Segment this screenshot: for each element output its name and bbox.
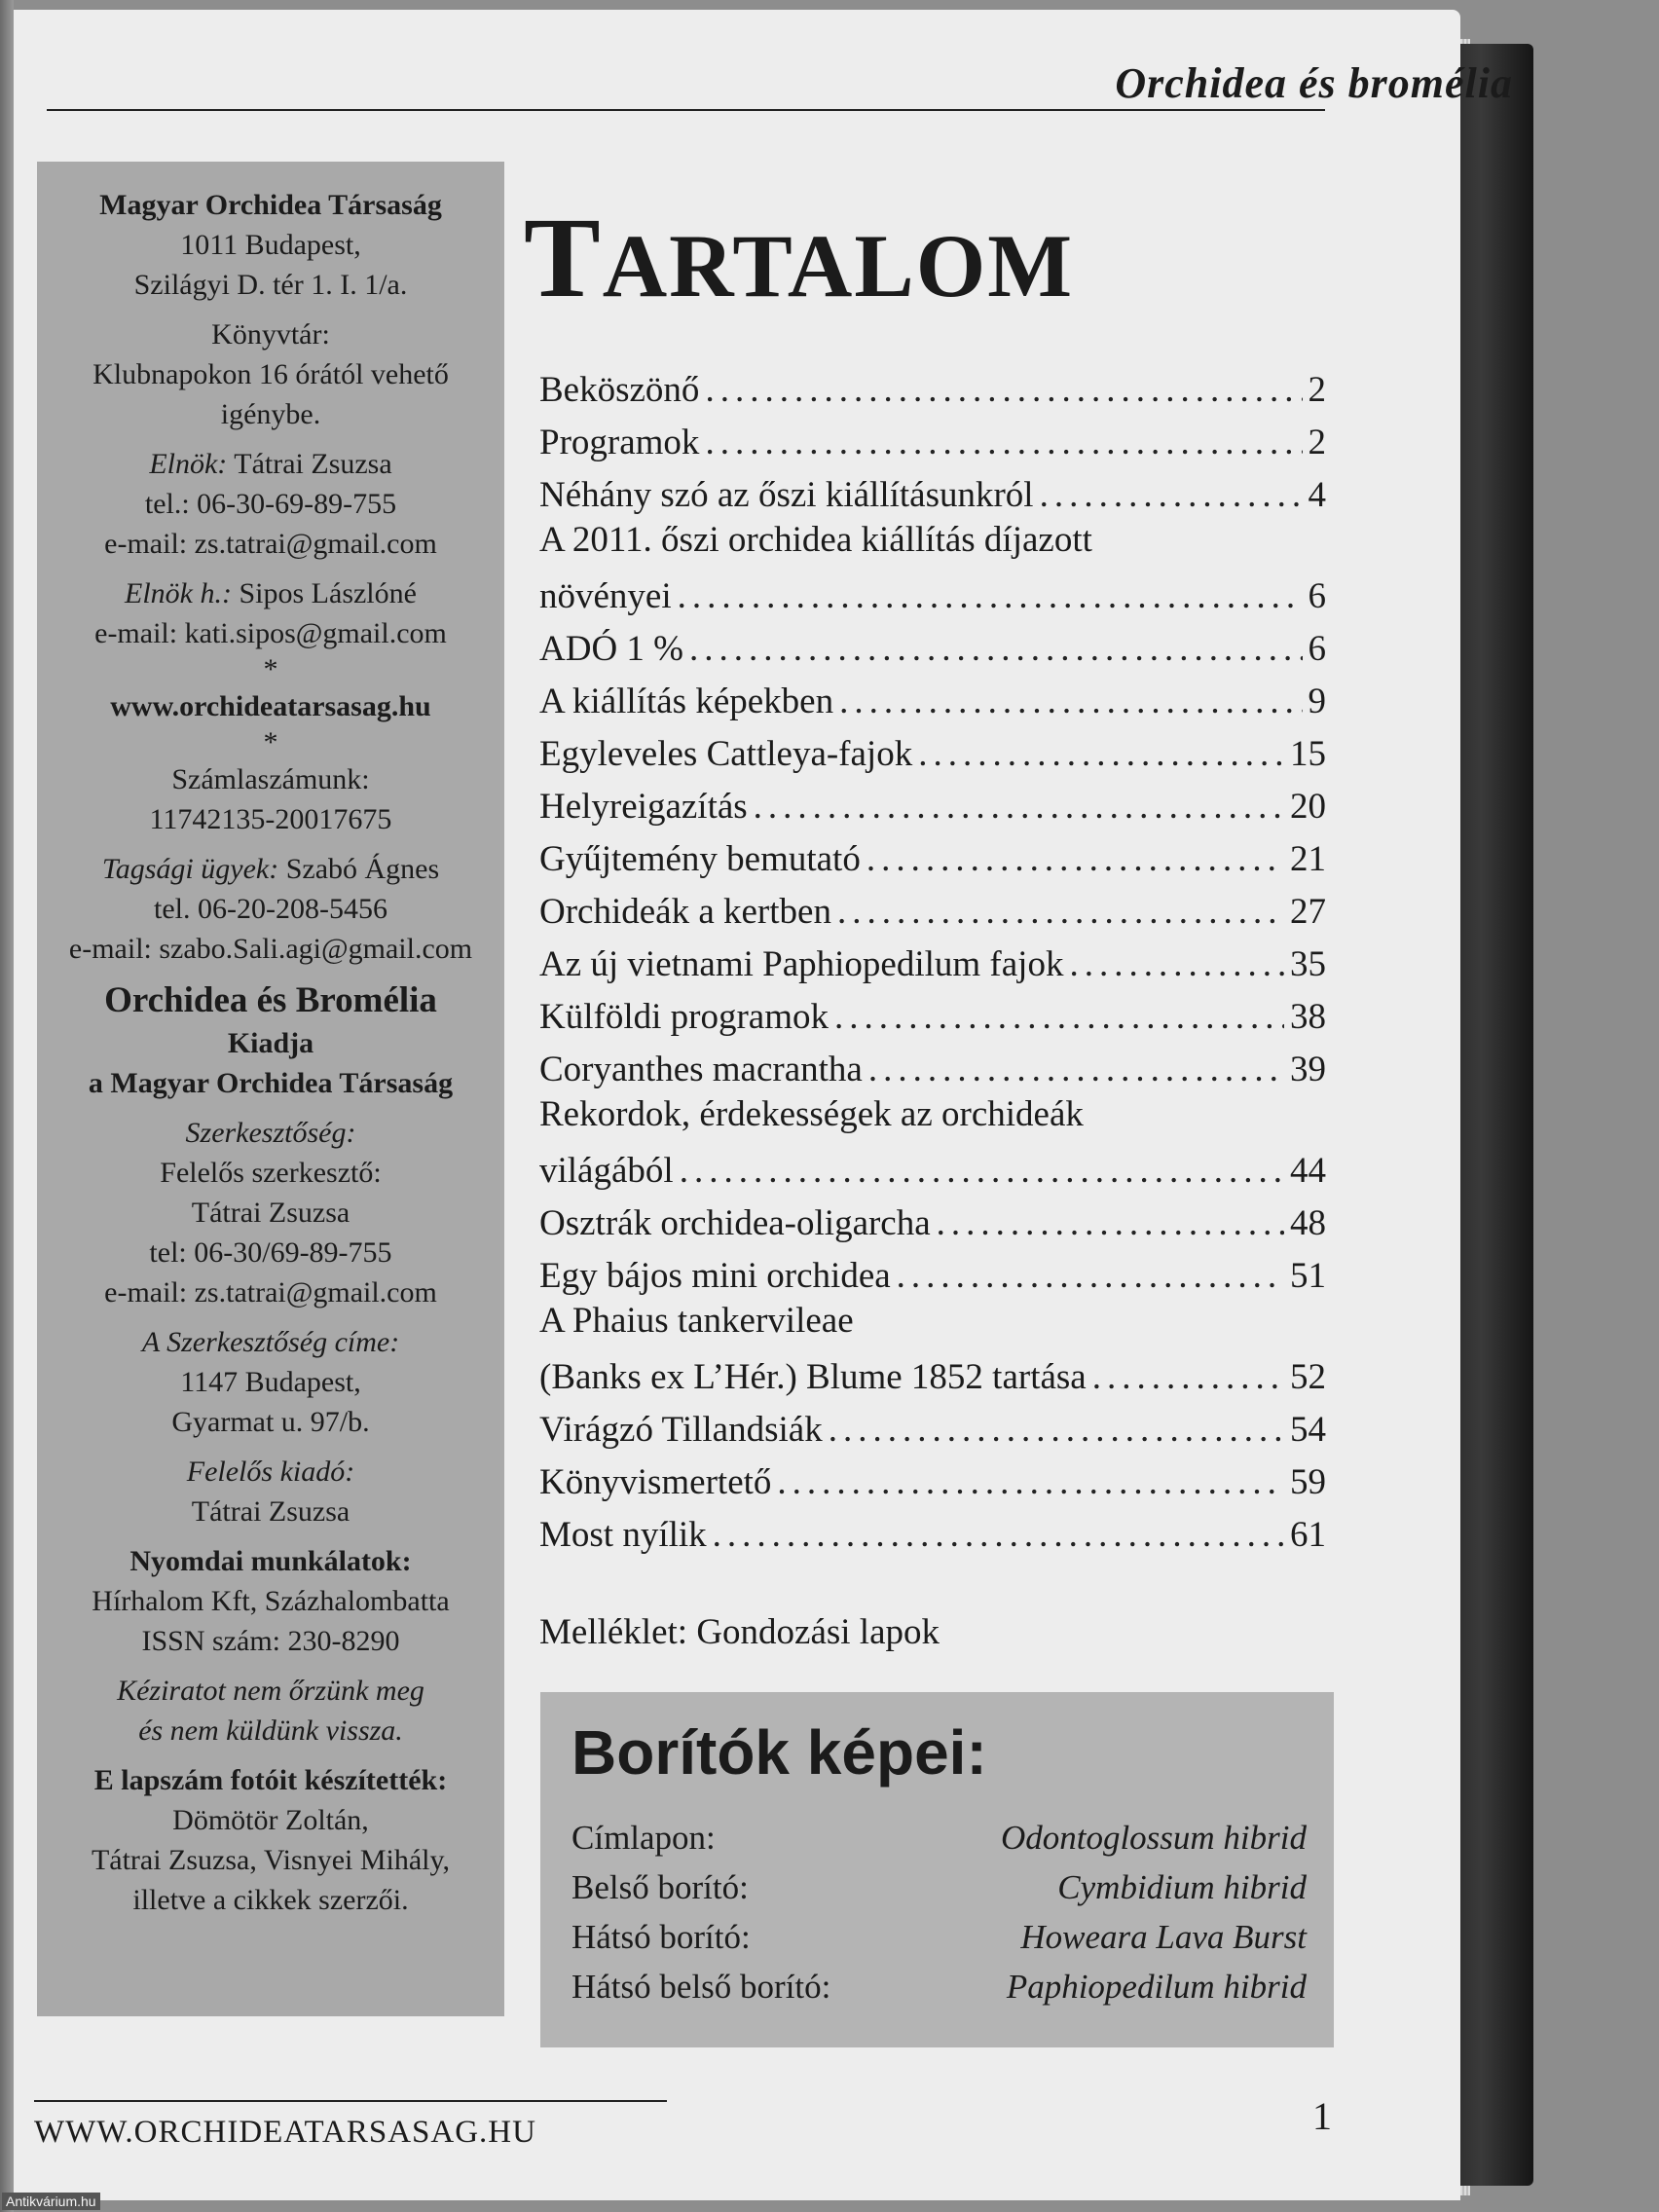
toc-leader-dots	[839, 680, 1302, 724]
vice-president-block	[37, 573, 504, 653]
toc-leader-dots	[678, 574, 1303, 619]
toc-entry	[539, 724, 1326, 777]
toc-entry	[539, 1453, 1326, 1505]
title-rest: ARTALOM	[602, 216, 1075, 315]
cover-images-list	[571, 1813, 1307, 2011]
issn: ISSN szám: 230-8290	[141, 1625, 400, 1657]
separator-star: *	[263, 653, 278, 685]
toc-entry-page: 27	[1290, 892, 1326, 932]
library-block	[37, 314, 504, 434]
toc-entry-page: 21	[1290, 839, 1326, 879]
toc-entry	[539, 1194, 1326, 1246]
cover-species: Howeara Lava Burst	[1020, 1918, 1307, 1956]
toc-entry-title: Könyvismertető	[539, 1462, 772, 1502]
page-number: 1	[1312, 2094, 1332, 2138]
toc-entry-page: 51	[1290, 1256, 1326, 1296]
vice-email: e-mail: kati.sipos@gmail.com	[94, 617, 447, 649]
toc-entry-title: világából	[539, 1151, 674, 1191]
editorial-address-line2: Gyarmat u. 97/b.	[171, 1406, 370, 1438]
cover-images-box	[540, 1692, 1334, 2047]
toc-leader-dots	[937, 1201, 1284, 1246]
cover-position: Hátsó belső borító:	[571, 1968, 831, 2006]
notice-block	[37, 1671, 504, 1751]
toc-entry-title: Beköszönő	[539, 370, 700, 410]
photos-line3: illetve a cikkek szerzői.	[132, 1884, 409, 1916]
toc-entry-page: 4	[1308, 475, 1326, 515]
toc-leader-dots	[829, 1408, 1284, 1453]
toc-entry	[539, 1299, 1326, 1400]
chief-editor-name: Tátrai Zsuzsa	[191, 1197, 350, 1229]
editorial-address-block	[37, 1322, 504, 1442]
membership-role: Tagsági ügyek:	[101, 853, 279, 885]
toc-entry-page: 38	[1290, 997, 1326, 1037]
toc-entry	[539, 360, 1326, 413]
toc-entry-title: Orchideák a kertben	[539, 892, 831, 932]
running-head: Orchidea és bromélia	[1115, 59, 1513, 107]
toc-leader-dots	[713, 1513, 1284, 1558]
toc-entry-title: Egyleveles Cattleya-fajok	[539, 734, 913, 774]
toc-entry-page: 52	[1290, 1357, 1326, 1397]
footer-rule	[34, 2100, 667, 2102]
toc-leader-dots	[918, 732, 1284, 777]
cover-species: Odontoglossum hibrid	[1000, 1819, 1307, 1857]
table-of-contents	[539, 360, 1326, 1558]
cover-species: Paphiopedilum hibrid	[1006, 1968, 1307, 2006]
toc-entry-title: Külföldi programok	[539, 997, 829, 1037]
society-address-line2: Szilágyi D. tér 1. I. 1/a.	[133, 269, 408, 301]
watermark: Antikvárium.hu	[2, 2193, 100, 2210]
contents-title	[524, 194, 1075, 324]
notice-line2: és nem küldünk vissza.	[138, 1714, 403, 1747]
page-gutter-shadow	[0, 0, 14, 2212]
separator-star: *	[263, 726, 278, 758]
account-block	[37, 759, 504, 839]
toc-entry-page: 59	[1290, 1462, 1326, 1502]
president-tel: tel.: 06-30-69-89-755	[144, 488, 397, 520]
toc-entry-page: 6	[1308, 629, 1326, 669]
toc-leader-dots	[834, 995, 1284, 1040]
toc-leader-dots	[705, 421, 1302, 465]
editorial-block	[37, 1113, 504, 1312]
toc-entry	[539, 619, 1326, 672]
toc-entry-title: Az új vietnami Paphiopedilum fajok	[539, 944, 1064, 984]
toc-entry-title-line1: A 2011. őszi orchidea kiállítás díjazott	[539, 520, 1092, 560]
toc-entry	[539, 1246, 1326, 1299]
toc-entry	[539, 882, 1326, 935]
printing-label: Nyomdai munkálatok:	[129, 1545, 412, 1577]
cover-image-row	[571, 1962, 1307, 2011]
account-label: Számlaszámunk:	[171, 763, 370, 795]
toc-leader-dots	[1069, 942, 1284, 987]
editorial-address-line1: 1147 Budapest,	[180, 1366, 361, 1398]
toc-entry-title: Néhány szó az őszi kiállításunkról	[539, 475, 1034, 515]
toc-entry-page: 44	[1290, 1151, 1326, 1191]
toc-entry	[539, 987, 1326, 1040]
imprint-sidebar	[37, 162, 504, 2016]
vice-name: Sipos Lászlóné	[239, 577, 417, 609]
toc-leader-dots	[689, 627, 1303, 672]
president-block	[37, 444, 504, 564]
publisher-resp-label: Felelős kiadó:	[186, 1456, 355, 1488]
library-line1: Klubnapokon 16 órától vehető	[92, 358, 449, 390]
president-name: Tátrai Zsuzsa	[234, 448, 392, 480]
toc-entry-title: Virágzó Tillandsiák	[539, 1410, 823, 1450]
society-block	[37, 185, 504, 305]
toc-entry-page: 54	[1290, 1410, 1326, 1450]
society-address-line1: 1011 Budapest,	[180, 229, 361, 261]
library-line2: igénybe.	[220, 398, 321, 430]
toc-entry-title: ADÓ 1 %	[539, 629, 683, 669]
membership-tel: tel. 06-20-208-5456	[154, 893, 387, 925]
toc-entry-line	[539, 567, 1326, 619]
toc-entry-title: (Banks ex L’Hér.) Blume 1852 tartása	[539, 1357, 1087, 1397]
toc-leader-dots	[837, 890, 1284, 935]
toc-entry-title: Osztrák orchidea-oligarcha	[539, 1203, 931, 1243]
toc-leader-dots	[705, 368, 1302, 413]
cover-species: Cymbidium hibrid	[1057, 1868, 1307, 1906]
toc-entry-title-line1: A Phaius tankervileae	[539, 1301, 854, 1341]
header-rule	[47, 109, 1325, 111]
publisher-name: a Magyar Orchidea Társaság	[88, 1067, 454, 1099]
toc-entry-line	[539, 1347, 1326, 1400]
photos-block	[37, 1760, 504, 1920]
toc-entry-line	[539, 1141, 1326, 1194]
toc-entry	[539, 465, 1326, 518]
toc-entry-title: Egy bájos mini orchidea	[539, 1256, 891, 1296]
journal-block	[37, 978, 504, 1103]
toc-entry-title: Coryanthes macrantha	[539, 1050, 863, 1089]
toc-entry-page: 48	[1290, 1203, 1326, 1243]
vice-role: Elnök h.:	[125, 577, 232, 609]
cover-image-row	[571, 1813, 1307, 1862]
toc-entry-title: Helyreigazítás	[539, 787, 748, 827]
toc-entry-page: 20	[1290, 787, 1326, 827]
toc-leader-dots	[866, 837, 1284, 882]
publisher-resp-block	[37, 1452, 504, 1531]
footer-url: WWW.ORCHIDEATARSASAG.HU	[34, 2115, 536, 2150]
chief-editor-label: Felelős szerkesztő:	[160, 1157, 382, 1189]
toc-entry-page: 39	[1290, 1050, 1326, 1089]
cover-image-row	[571, 1862, 1307, 1912]
president-email: e-mail: zs.tatrai@gmail.com	[104, 528, 437, 560]
cover-image-row	[571, 1912, 1307, 1962]
journal-name: Orchidea és Bromélia	[104, 980, 437, 1020]
toc-entry	[539, 1040, 1326, 1092]
photos-line1: Dömötör Zoltán,	[172, 1804, 369, 1836]
editorial-tel: tel: 06-30/69-89-755	[149, 1236, 392, 1269]
toc-entry-title: Gyűjtemény bemutató	[539, 839, 861, 879]
supplement-note: Melléklet: Gondozási lapok	[539, 1612, 940, 1652]
toc-entry	[539, 518, 1326, 619]
editorial-email: e-mail: zs.tatrai@gmail.com	[104, 1276, 437, 1309]
toc-entry-page: 15	[1290, 734, 1326, 774]
toc-entry	[539, 830, 1326, 882]
president-role: Elnök:	[149, 448, 228, 480]
membership-email: e-mail: szabo.Sali.agi@gmail.com	[68, 933, 473, 965]
cover-position: Hátsó borító:	[571, 1918, 751, 1956]
publisher-resp-name: Tátrai Zsuzsa	[191, 1495, 350, 1528]
toc-entry-page: 6	[1308, 576, 1326, 616]
editorial-label: Szerkesztőség:	[185, 1117, 356, 1149]
toc-leader-dots	[868, 1048, 1284, 1092]
toc-entry-page: 9	[1308, 682, 1326, 721]
toc-entry	[539, 777, 1326, 830]
toc-leader-dots	[1040, 473, 1303, 518]
toc-entry	[539, 1400, 1326, 1453]
toc-entry-title-line1: Rekordok, érdekességek az orchideák	[539, 1094, 1084, 1134]
website-text: www.orchideatarsasag.hu	[110, 690, 431, 722]
toc-entry	[539, 413, 1326, 465]
membership-name: Szabó Ágnes	[285, 853, 440, 885]
toc-entry-page: 2	[1308, 423, 1326, 462]
toc-leader-dots	[897, 1254, 1284, 1299]
photos-line2: Tátrai Zsuzsa, Visnyei Mihály,	[91, 1844, 451, 1876]
account-number: 11742135-20017675	[149, 803, 392, 835]
toc-entry-title: növényei	[539, 576, 672, 616]
toc-entry-page: 61	[1290, 1515, 1326, 1555]
toc-entry	[539, 1092, 1326, 1194]
cover-position: Címlapon:	[571, 1819, 716, 1857]
notice-line1: Kéziratot nem őrzünk meg	[117, 1675, 424, 1707]
editorial-address-label: A Szerkesztőség címe:	[141, 1326, 400, 1358]
toc-entry-page: 2	[1308, 370, 1326, 410]
photos-label: E lapszám fotóit készítették:	[93, 1764, 448, 1796]
printing-line1: Hírhalom Kft, Százhalombatta	[92, 1585, 450, 1617]
toc-entry-page: 35	[1290, 944, 1326, 984]
toc-entry-title: Most nyílik	[539, 1515, 707, 1555]
toc-entry	[539, 935, 1326, 987]
toc-leader-dots	[680, 1149, 1284, 1194]
toc-leader-dots	[754, 785, 1284, 830]
toc-entry	[539, 672, 1326, 724]
toc-leader-dots	[777, 1460, 1284, 1505]
toc-entry	[539, 1505, 1326, 1558]
society-name: Magyar Orchidea Társaság	[99, 189, 442, 221]
library-label: Könyvtár:	[211, 318, 330, 350]
toc-leader-dots	[1092, 1355, 1284, 1400]
toc-entry-title: A kiállítás képekben	[539, 682, 834, 721]
title-initial: T	[524, 194, 603, 321]
toc-entry-title: Programok	[539, 423, 700, 462]
cover-images-title: Borítók képei:	[571, 1717, 987, 1788]
publisher-label: Kiadja	[227, 1027, 314, 1059]
printing-block	[37, 1541, 504, 1661]
membership-block	[37, 849, 504, 969]
cover-position: Belső borító:	[571, 1868, 749, 1906]
